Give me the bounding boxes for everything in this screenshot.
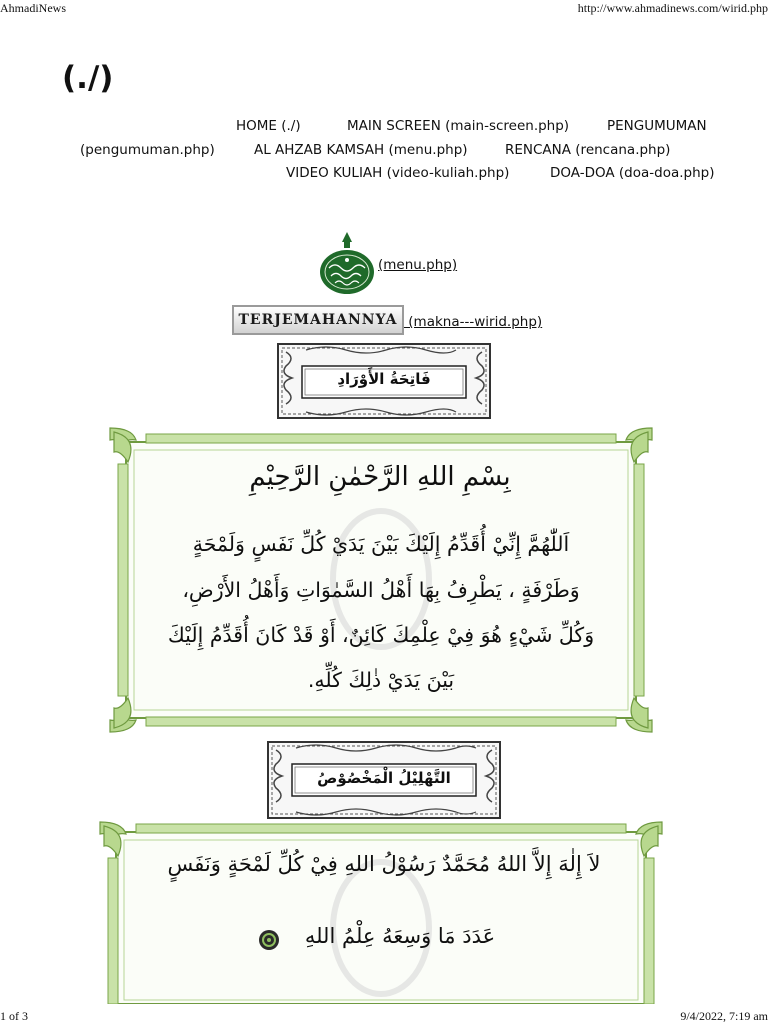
site-logo-link[interactable]: (./) xyxy=(62,60,114,96)
print-header-site: AhmadiNews xyxy=(0,1,66,15)
emblem-icon[interactable] xyxy=(317,228,377,296)
terjemahannya-link[interactable]: (makna---wirid.php) xyxy=(404,314,543,330)
nav-home[interactable]: HOME (./) xyxy=(236,118,301,134)
print-footer xyxy=(0,1008,768,1024)
section2-heading: التَّهْلِيْلُ الْمَخْصُوْصُ xyxy=(317,769,451,787)
nav-video-kuliah[interactable]: VIDEO KULIAH (video-kuliah.php) xyxy=(286,165,510,181)
terjemahannya-button[interactable]: TERJEMAHANNYA xyxy=(232,305,404,335)
verse-end-icon xyxy=(258,929,280,951)
prayer-line-4: بَيْنَ يَدَيْ ذٰلِكَ كُلِّهِ. xyxy=(307,668,455,692)
nav-rencana[interactable]: RENCANA (rencana.php) xyxy=(505,142,671,158)
print-header-url: http://www.ahmadinews.com/wirid.php xyxy=(577,1,768,15)
basmala-text: بِسْمِ اللهِ الرَّحْمٰنِ الرَّحِيْمِ xyxy=(249,462,511,492)
print-footer-page: 1 of 3 xyxy=(0,1009,28,1023)
prayer-line-3: وَكُلِّ شَيْءٍ هُوَ فِيْ عِلْمِكَ كَائِنٌ، أَوْ قَدْ كَانَ أُقَدِّمُ إِلَيْكَ xyxy=(167,623,595,647)
print-header xyxy=(0,0,768,16)
nav-main-screen[interactable]: MAIN SCREEN (main-screen.php) xyxy=(347,118,570,134)
prayer-line-1: اَللّٰهُمَّ إِنِّيْ أُقَدِّمُ إِلَيْكَ بَيْنَ يَدَيْ كُلِّ نَفَسٍ وَلَمْحَةٍ xyxy=(192,532,570,556)
nav-al-ahzab[interactable]: AL AHZAB KAMSAH (menu.php) xyxy=(254,142,468,158)
nav-pengumuman-url[interactable]: (pengumuman.php) xyxy=(80,142,215,158)
tahlil-line-2: عَدَدَ مَا وَسِعَهُ عِلْمُ اللهِ xyxy=(304,924,496,948)
nav-pengumuman[interactable]: PENGUMUMAN xyxy=(607,118,707,134)
tahlil-line-1: لاَ إِلٰهَ إِلاَّ اللهُ مُحَمَّدٌ رَسُوْلُ اللهِ فِيْ كُلِّ لَمْحَةٍ وَنَفَسٍ xyxy=(167,852,601,876)
nav-doa-doa[interactable]: DOA-DOA (doa-doa.php) xyxy=(550,165,715,181)
print-footer-datetime: 9/4/2022, 7:19 am xyxy=(680,1009,768,1023)
prayer-frame-2 xyxy=(96,818,666,1004)
menu-link[interactable]: (menu.php) xyxy=(378,257,458,273)
prayer-line-2: وَطَرْفَةٍ ، يَطْرِفُ بِهَا أَهْلُ السَّمٰوَاتِ وَأَهْلُ الأَرْضِ، xyxy=(182,578,580,602)
section1-heading: فَاتِحَةُ الأَوْرَادِ xyxy=(337,370,431,388)
